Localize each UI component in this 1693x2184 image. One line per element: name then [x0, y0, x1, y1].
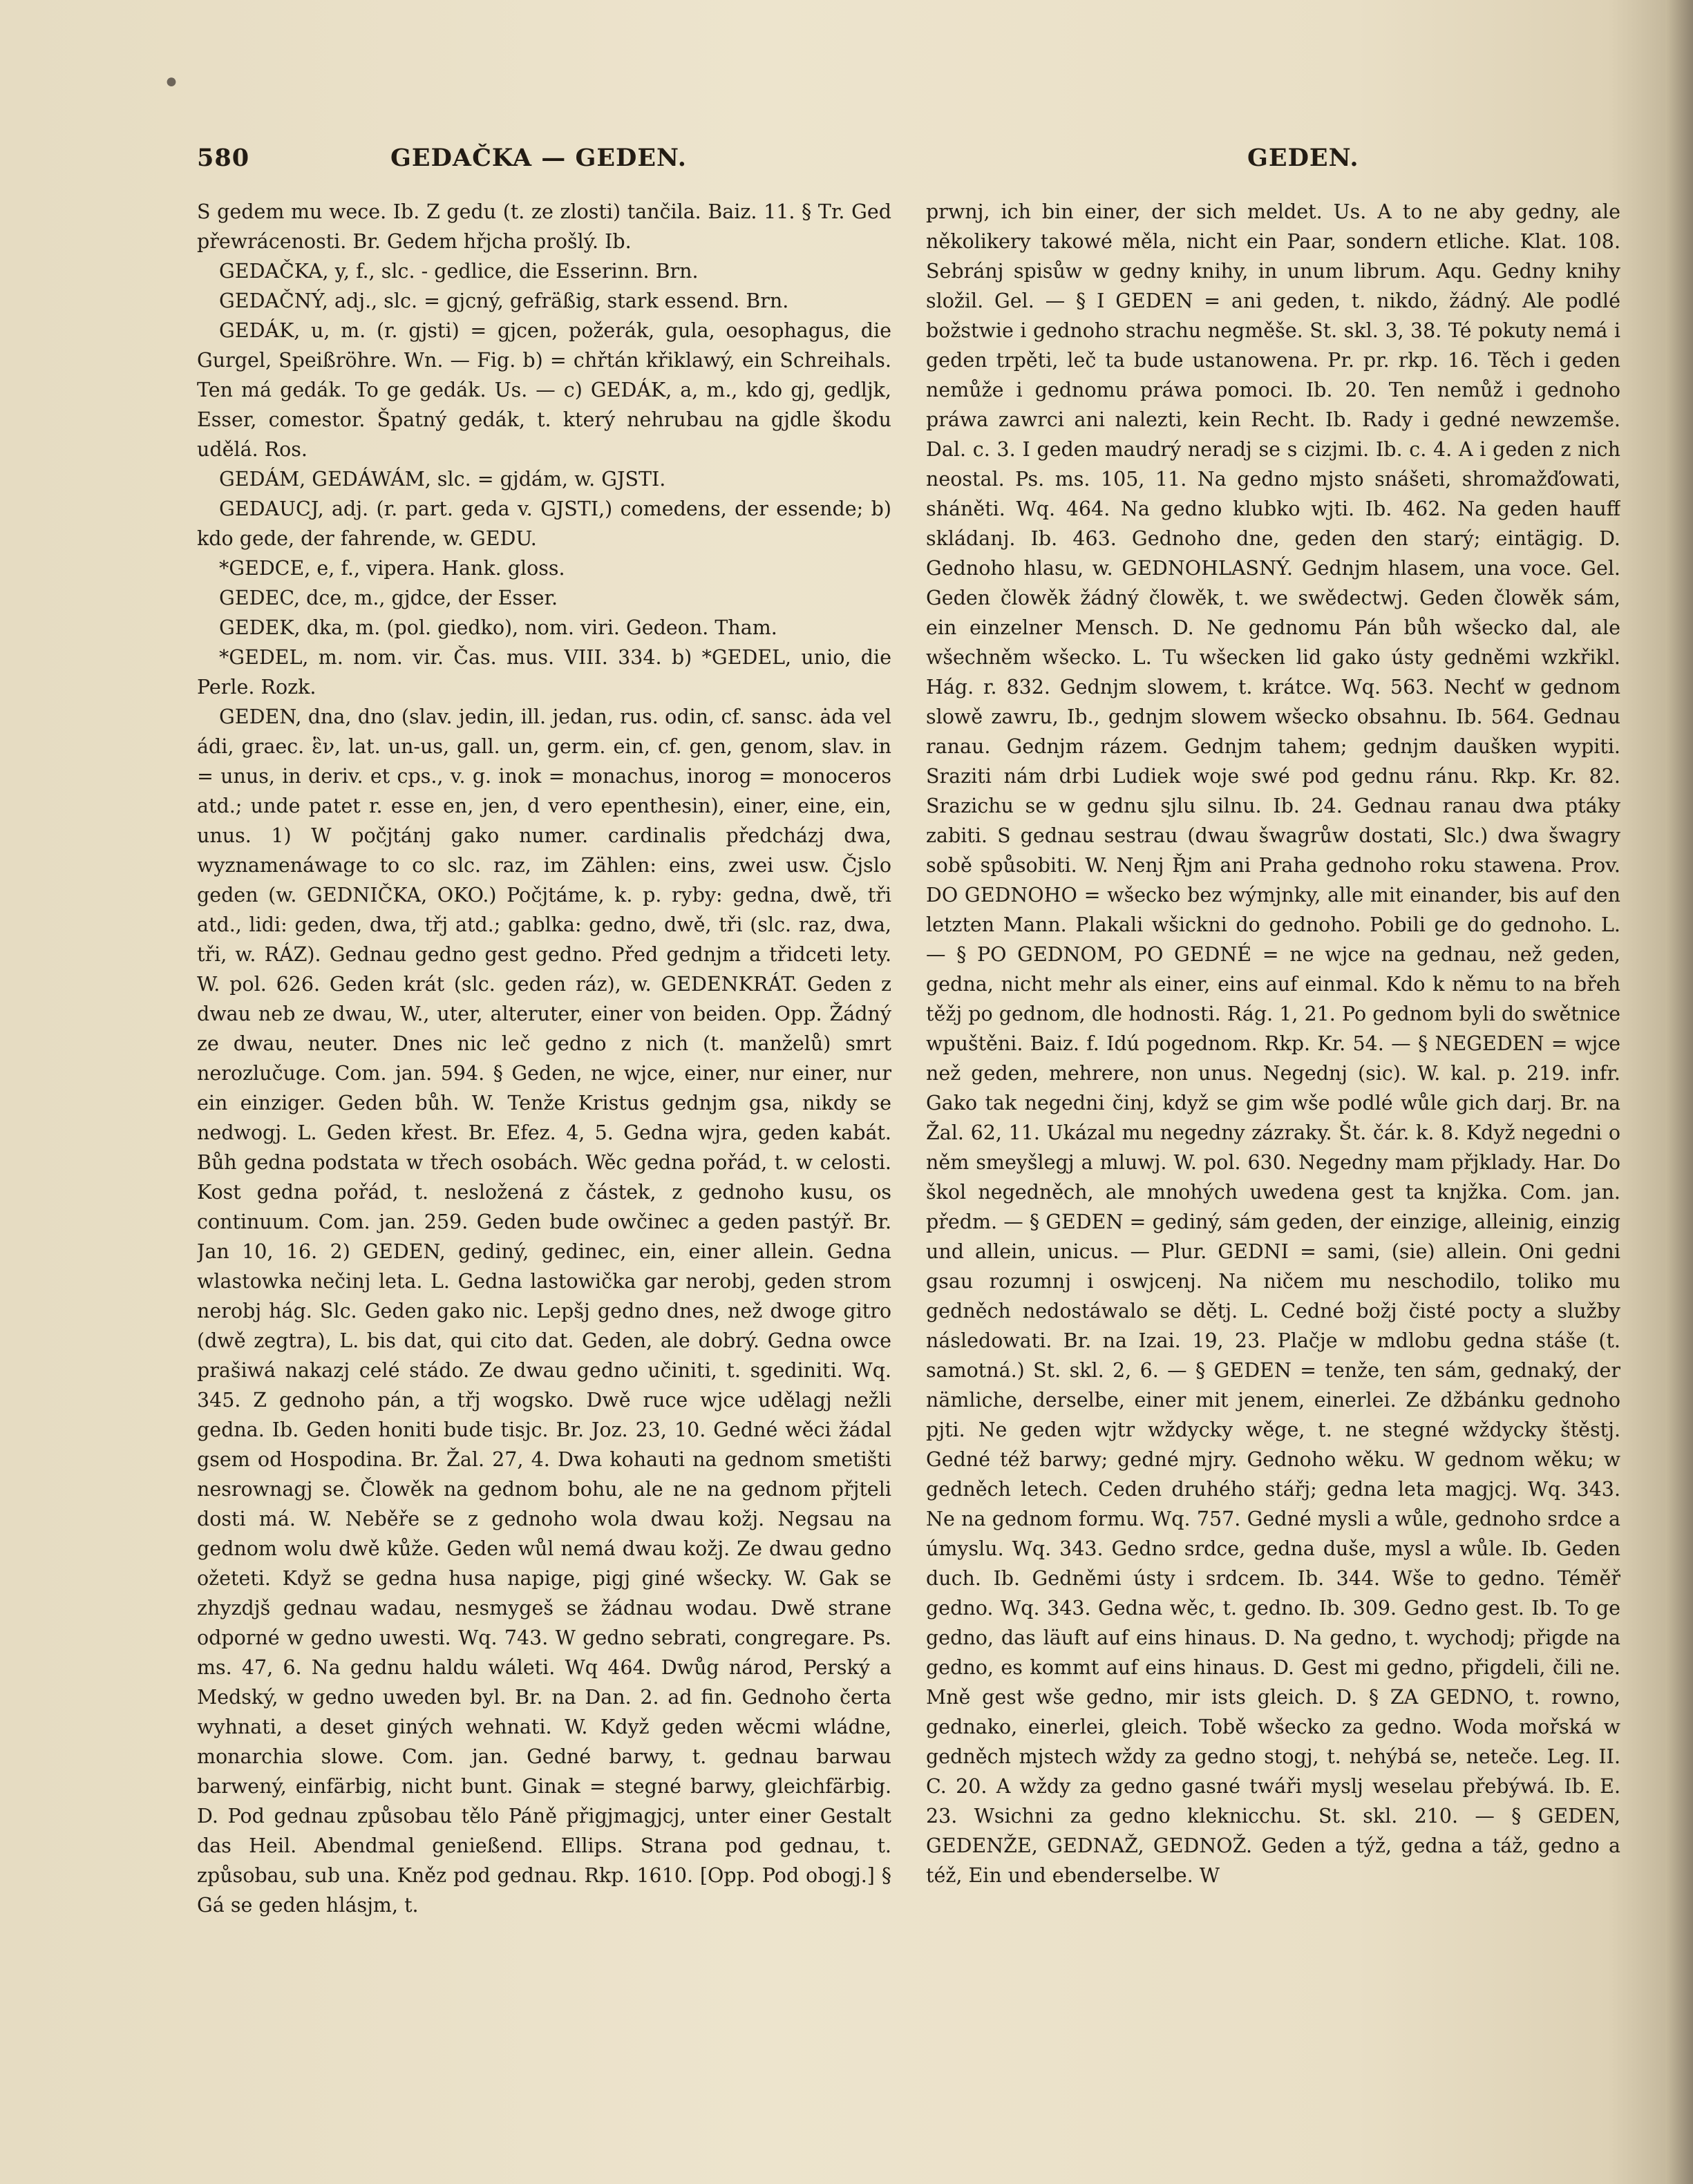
left-running-title: GEDAČKA — GEDEN. [390, 144, 687, 172]
ink-mark-icon: • [162, 66, 180, 101]
entry-gedce: *GEDCE, e, f., vipera. Hank. gloss. [219, 557, 565, 580]
right-column [926, 197, 1620, 2104]
entry-gedacny: GEDAČNÝ, adj., slc. = gjcný, gefräßig, stark essend. Brn. [219, 289, 789, 312]
entry-geden-continued: prwnj, ich bin einer, der sich meldet. Us. A to ne aby gedny, ale několikery takowé měla, nicht ein Paar, sondern etliche. Klat. 108. Sebránj spisůw w gedny knihy, in unum librum. Aqu. Gedny knihy složil. Gel. — § I GEDEN = ani geden, t. nikdo, žádný. Ale podlé božstwie i gednoho strachu negměše. St. skl. 3, 38. Té pokuty nemá i geden trpěti, leč ta bude ustanowena. Pr. pr. rkp. 16. Těch i geden nemůže i gednomu práwa pomoci. Ib. 20. Ten nemůž i gednoho práwa zawrci ani nalezti, kein Recht. Ib. Rady i gedné newzemše. Dal. c. 3. I geden maudrý neradj se s cizjmi. Ib. c. 4. A i geden z nich neostal. Ps. ms. 105, 11. Na gedno mjsto snášeti, shromažďowati, sháněti. Wq. 464. Na gedno klubko wjti. Ib. 462. Na geden hauff skládanj. Ib. 463. Gednoho dne, geden den starý; eintägig. D. Gednoho hlasu, w. GEDNOHLASNÝ. Gednjm hlasem, una voce. Gel. Geden člowěk žádný člowěk, t. we swědectwj. Geden člowěk sám, ein einzelner Mensch. D. Ne gednomu Pán bůh wšecko dal, ale wšechněm wšecko. L. Tu wšecken lid gako ústy gedněmi wzkřikl. Hág. r. 832. Gednjm slowem, t. krátce. Wq. 563. Nechť w gednom slowě zawru, Ib., gednjm slowem wšecko obsahnu. Ib. 564. Gednau ranau. Gednjm rázem. Gednjm tahem; gednjm daušken wypiti. Sraziti nám drbi Ludiek woje swé pod gednu ránu. Rkp. Kr. 82. Srazichu se w gednu sjlu silnu. Ib. 24. Gednau ranau dwa ptáky zabiti. S gednau sestrau (dwau šwagrůw dostati, Slc.) dwa šwagry sobě spůsobiti. W. Nenj Řjm ani Praha gednoho roku stawena. Prov. DO GEDNOHO = wšecko bez wýmjnky, alle mit einander, bis auf den letzten Mann. Plakali wšickni do gednoho. Pobili ge do gednoho. L. — § PO GEDNOM, PO GEDNÉ = ne wjce na gednau, než geden, gedna, nicht mehr als einer, eins auf einmal. Kdo k němu to na břeh těžj po gednom, dle hodnosti. Rág. 1, 21. Po gednom byli do swětnice wpuštěni. Baiz. f. Idú pogednom. Rkp. Kr. 54. — § NEGEDEN = wjce než geden, mehrere, non unus. Negednj (sic). W. kal. p. 219. infr. Gako tak negedni činj, když se gim wše podlé wůle gich darj. Br. na Žal. 62, 11. Ukázal mu negedny zázraky. Št. čár. k. 8. Když negedni o něm smeyšlegj a mluwj. W. pol. 630. Negedny mam přjklady. Har. Do škol negedněch, ale mnohých uwedena gest ta knjžka. Com. jan. předm. — § GEDEN = gediný, sám geden, der einzige, alleinig, einzig und allein, unicus. — Plur. GEDNI = sami, (sie) allein. Oni gedni gsau rozumnj i oswjcenj. Na ničem mu neschodilo, toliko mu gedněch nedostáwalo se dětj. L. Cedné božj čisté pocty a služby následowati. Br. na Izai. 19, 23. Plačje w mdlobu gedna stáše (t. samotná.) St. skl. 2, 6. — § GEDEN = tenže, ten sám, gednaký, der nämliche, derselbe, einer mit jenem, einerlei. Ze džbánku gednoho pjti. Ne geden wjtr wždycky wěge, t. ne stegné wždycky štěstj. Gedné též barwy; gedné mjry. Gednoho wěku. W gednom wěku; w gedněch letech. Ceden druhého stářj; gedna leta magjcj. Wq. 343. Ne na gednom formu. Wq. 757. Gedné mysli a wůle, gednoho srdce a úmyslu. Wq. 343. Gedno srdce, gedna duše, mysl a wůle. Ib. Geden duch. Ib. Gedněmi ústy i srdcem. Ib. 344. Wše to gedno. Téměř gedno. Wq. 343. Gedna wěc, t. gedno. Ib. 309. Gedno gest. Ib. To ge gedno, das läuft auf eins hinaus. D. Na gedno, t. wychodj; přigde na gedno, es kommt auf eins hinaus. D. Gest mi gedno, přigdeli, čili ne. Mně gest wše gedno, mir ists gleich. D. § ZA GEDNO, t. rowno, gednako, einerlei, gleich. Tobě wšecko za gedno. Woda mořská w gedněch mjstech wždy za gedno stogj, t. nehýbá se, neteče. Leg. II. C. 20. A wždy za gedno gasné twáři myslj weselau přebýwá. Ib. E. 23. Wsichni za gedno kleknicchu. St. skl. 210. — § GEDEN, GEDENŽE, GEDNAŽ, GEDNOŽ. Geden a týž, gedna a táž, gedno a též, Ein und ebenderselbe. W [926, 200, 1620, 1887]
book-gutter-shadow [1665, 0, 1693, 2184]
entry-gedam: GEDÁM, GEDÁWÁM, slc. = gjdám, w. GJSTI. [219, 468, 666, 491]
entry-gedel: *GEDEL, m. nom. vir. Čas. mus. VIII. 334. b) *GEDEL, unio, die Perle. Rozk. [197, 646, 891, 699]
entry-gedak: GEDÁK, u, m. (r. gjsti) = gjcen, požerák, gula, oesophagus, die Gurgel, Speißröhre. Wn. — Fig. b) = chřtán křiklawý, ein Schreihals. Ten má gedák. To ge gedák. Us. — c) GEDÁK, a, m., kdo gj, gedljk, Esser, comestor. Špatný gedák, t. který nehrubau na gjdle škodu udělá. Ros. [197, 319, 891, 461]
entry-gedaucj: GEDAUCJ, adj. (r. part. geda v. GJSTI,) comedens, der essende; b) kdo gede, der fahrende, w. GEDU. [197, 497, 891, 550]
right-running-title: GEDEN. [1247, 144, 1359, 172]
entry-continuation: S gedem mu wece. Ib. Z gedu (t. ze zlosti) tančila. Baiz. 11. § Tr. Ged přewrácenosti. Br. Gedem hřjcha prošlý. Ib. [197, 200, 891, 253]
entry-gedek: GEDEK, dka, m. (pol. giedko), nom. viri. Gedeon. Tham. [219, 616, 777, 639]
entry-geden: GEDEN, dna, dno (slav. jedin, ill. jedan, rus. odin, cf. sansc. ȧda vel ádi, graec. ἓν, lat. un-us, gall. un, germ. ein, cf. gen, genom, slav. in = unus, in deriv. et cps., v. g. inok = monachus, inorog = monoceros atd.; unde patet r. esse en, jen, d vero epenthesin), einer, eine, ein, unus. 1) W počjtánj gako numer. cardinalis předcházj dwa, wyznamenáwage to co slc. raz, im Zählen: eins, zwei usw. Čjslo geden (w. GEDNIČKA, OKO.) Počjtáme, k. p. ryby: gedna, dwě, tři atd., lidi: geden, dwa, třj atd.; gablka: gedno, dwě, tři (slc. raz, dwa, tři, w. RÁZ). Gednau gedno gest gedno. Před gednjm a třidceti lety. W. pol. 626. Geden krát (slc. geden ráz), w. GEDENKRÁT. Geden z dwau neb ze dwau, W., uter, alteruter, einer von beiden. Opp. Žádný ze dwau, neuter. Dnes nic leč gedno z nich (t. manželů) smrt nerozlučuge. Com. jan. 594. § Geden, ne wjce, einer, nur einer, nur ein einziger. Geden bůh. W. Tenže Kristus gednjm gsa, nikdy se nedwogj. L. Geden křest. Br. Efez. 4, 5. Gedna wjra, geden kabát. Bůh gedna podstata w třech osobách. Wěc gedna pořád, t. w celosti. Kost gedna pořád, t. nesložená z částek, z gednoho kusu, os continuum. Com. jan. 259. Geden bude owčinec a geden pastýř. Br. Jan 10, 16. 2) GEDEN, gediný, gedinec, ein, einer allein. Gedna wlastowka nečinj leta. L. Gedna lastowička gar nerobj, geden strom nerobj hág. Slc. Geden gako nic. Lepšj gedno dnes, než dwoge gitro (dwě zegtra), L. bis dat, qui cito dat. Geden, ale dobrý. Gedna owce prašiwá nakazj celé stádo. Ze dwau gedno učiniti, t. sgediniti. Wq. 345. Z gednoho pán, a třj wogsko. Dwě ruce wjce udělagj nežli gedna. Ib. Geden honiti bude tisjc. Br. Joz. 23, 10. Gedné wěci žádal gsem od Hospodina. Br. Žal. 27, 4. Dwa kohauti na gednom smetišti nesrownagj se. Člowěk na gednom bohu, ale ne na gednom přjteli dosti má. W. Neběře se z gednoho wola dwau kožj. Negsau na gednom wolu dwě kůže. Geden wůl nemá dwau kožj. Ze dwau gedno ožeteti. Když se gedna husa napige, pigj giné wšecky. W. Gak se zhyzdjš gednau wadau, nesmygeš se žádnau wodau. Dwě strane odporné w gedno uwesti. Wq. 743. W gedno sebrati, congregare. Ps. ms. 47, 6. Na gednu haldu wáleti. Wq 464. Dwůg národ, Perský a Medský, w gedno uweden byl. Br. na Dan. 2. ad fin. Gednoho čerta wyhnati, a deset giných wehnati. W. Když geden wěcmi wládne, monarchia slowe. Com. jan. Gedné barwy, t. gednau barwau barwený, einfärbig, nicht bunt. Ginak = stegné barwy, gleichfärbig. D. Pod gednau způsobau tělo Páně přigjmagjcj, unter einer Gestalt das Heil. Abendmal genießend. Ellips. Strana pod gednau, t. způsobau, sub una. Kněz pod gednau. Rkp. 1610. [Opp. Pod obogj.] § Gá se geden hlásjm, t. [197, 705, 891, 1917]
entry-gedec: GEDEC, dce, m., gjdce, der Esser. [219, 587, 558, 609]
page-number: 580 [197, 144, 250, 172]
page-header [197, 144, 1634, 185]
entry-gedacka: GEDAČKA, y, f., slc. - gedlice, die Esserinn. Brn. [219, 260, 699, 283]
left-column [197, 197, 891, 2104]
